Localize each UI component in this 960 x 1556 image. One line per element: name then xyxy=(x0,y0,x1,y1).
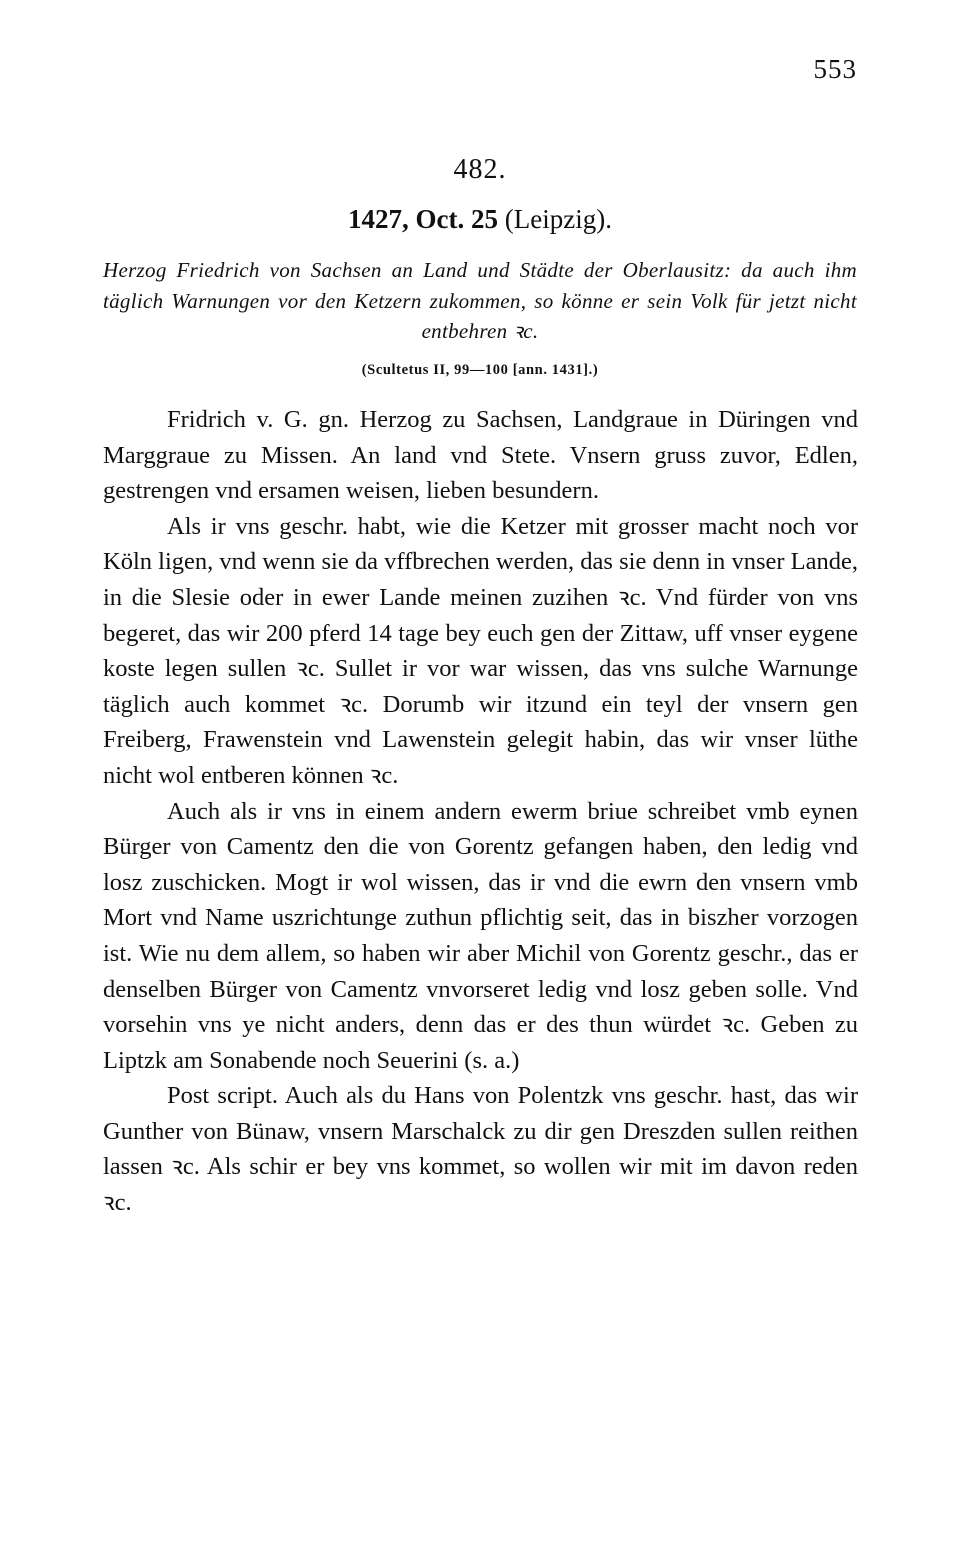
page-number: 553 xyxy=(813,54,857,84)
document-summary: Herzog Friedrich von Sachsen an Land und Städte der Oberlausitz: da auch ihm täglich Warnungen vor den Ketzern zukommen, so könne er sein Volk für jetzt nicht entbehren ꝛc. xyxy=(103,258,857,343)
document-number: 482. xyxy=(453,154,507,185)
paragraph-salutation: Fridrich v. G. gn. Herzog zu Sachsen, Landgraue in Düringen vnd Marggraue zu Missen. An land vnd Stete. Vnsern gruss zuvor, Edlen, gestrengen vnd ersamen weisen, lieben besundern. xyxy=(103,406,858,505)
date-line xyxy=(0,204,960,235)
document-body xyxy=(103,402,858,1221)
paragraph-camentz: Auch als ir vns in einem andern ewerm briue schreibet vmb eynen Bürger von Camentz den die von Gorentz gefangen haben, den ledig vnd losz zuschicken. Mogt ir wol wissen, das ir vnd die ewrn den vnsern vmb Mort vnd Name uszrichtunge zuthun pflichtig seit, das in biszher vorzogen ist. Wie nu dem allem, so haben wir aber Michil von Gorentz geschr., das er denselben Bürger von Camentz vnvorseret ledig vnd losz geben solle. Vnd vorsehin vns ye nicht anders, denn das er des thun würdet ꝛc. Geben zu Liptzk am Sonabende noch Seuerini (s. a.) xyxy=(103,797,858,1074)
document-date: 1427, Oct. 25 xyxy=(348,204,499,234)
paragraph-postscript: Post script. Auch als du Hans von Polentzk vns geschr. hast, das wir Gunther von Bünaw, vnsern Marschalck zu dir gen Dreszden sullen reithen lassen ꝛc. Als schir er bey vns kommet, so wollen wir mit im davon reden ꝛc. xyxy=(103,1082,858,1217)
document-place: (Leipzig). xyxy=(504,204,612,234)
source-citation: (Scultetus II, 99—100 [ann. 1431].) xyxy=(361,362,599,378)
paragraph-main: Als ir vns geschr. habt, wie die Ketzer mit grosser macht noch vor Köln ligen, vnd wenn sie da vffbrechen werden, das sie denn in vnser Lande, in die Slesie oder in ewer Lande meinen zuzihen ꝛc. Vnd fürder von vns begeret, das wir 200 pferd 14 tage bey euch gen der Zittaw, uff vnser eygene koste legen sullen ꝛc. Sullet ir vor war wissen, das vns sulche Warnunge täglich auch kommet ꝛc. Dorumb wir itzund ein teyl der vnsern gen Freiberg, Frawenstein vnd Lawenstein gelegit habin, das wir vnser lüthe nicht wol entberen können ꝛc. xyxy=(103,512,858,789)
